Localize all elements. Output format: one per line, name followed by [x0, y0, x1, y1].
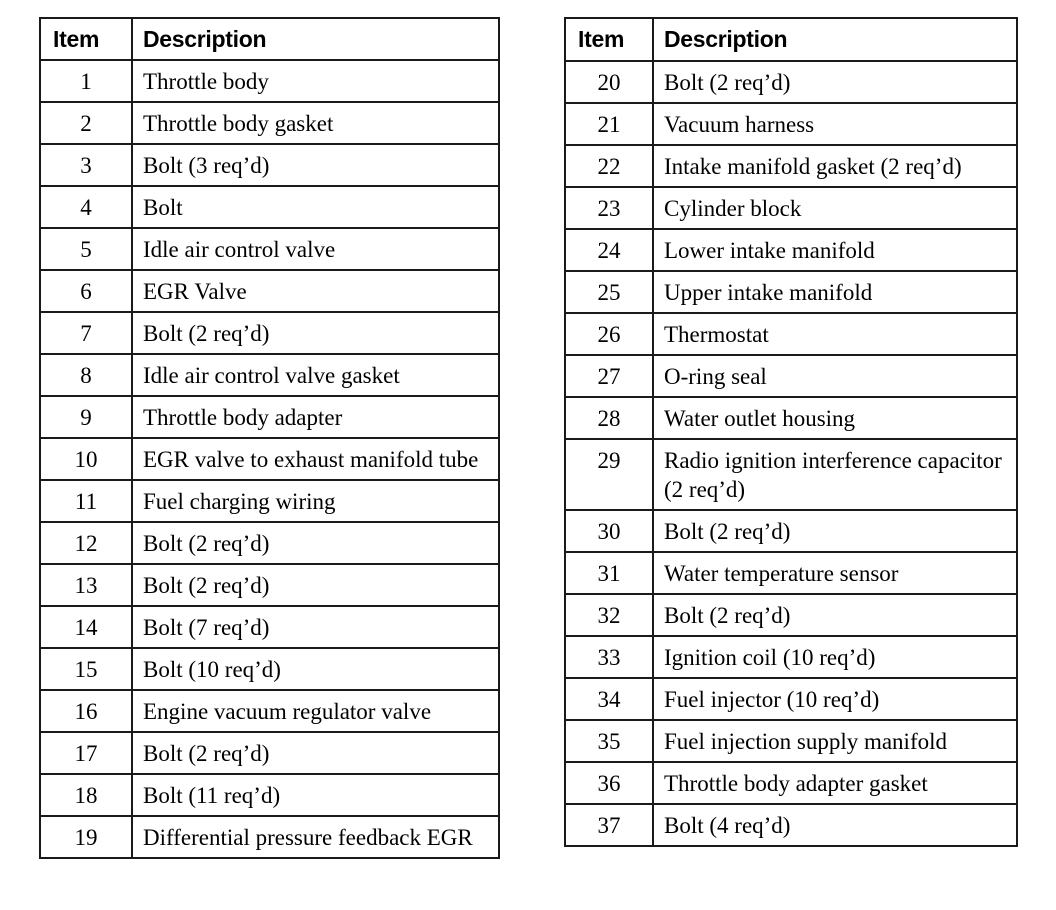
item-number: 37	[565, 804, 653, 846]
item-description: O-ring seal	[653, 355, 1017, 397]
item-number: 26	[565, 313, 653, 355]
item-number: 18	[40, 774, 132, 816]
table-row	[40, 102, 499, 144]
table-row	[565, 145, 1017, 187]
item-description: Bolt (2 req’d)	[132, 732, 499, 774]
item-number: 10	[40, 438, 132, 480]
item-number: 30	[565, 510, 653, 552]
table-row	[565, 720, 1017, 762]
item-description: Bolt (11 req’d)	[132, 774, 499, 816]
table-row	[40, 60, 499, 102]
table-row	[565, 187, 1017, 229]
item-description: Intake manifold gasket (2 req’d)	[653, 145, 1017, 187]
table-row	[565, 678, 1017, 720]
item-description: Bolt (2 req’d)	[653, 510, 1017, 552]
item-number: 12	[40, 522, 132, 564]
item-number: 21	[565, 103, 653, 145]
item-description: Cylinder block	[653, 187, 1017, 229]
item-number: 25	[565, 271, 653, 313]
item-number: 15	[40, 648, 132, 690]
table-row	[565, 103, 1017, 145]
item-number: 14	[40, 606, 132, 648]
item-description: Fuel injector (10 req’d)	[653, 678, 1017, 720]
item-number: 16	[40, 690, 132, 732]
item-description: Water temperature sensor	[653, 552, 1017, 594]
header-item: Item	[565, 18, 653, 61]
item-description: Bolt (2 req’d)	[132, 522, 499, 564]
item-number: 27	[565, 355, 653, 397]
item-number: 4	[40, 186, 132, 228]
table-row	[565, 762, 1017, 804]
item-description: Thermostat	[653, 313, 1017, 355]
item-description: Fuel injection supply manifold	[653, 720, 1017, 762]
item-description: Bolt (4 req’d)	[653, 804, 1017, 846]
table-row	[565, 61, 1017, 103]
item-description: Bolt (3 req’d)	[132, 144, 499, 186]
item-number: 20	[565, 61, 653, 103]
table-row	[40, 270, 499, 312]
item-number: 13	[40, 564, 132, 606]
item-number: 17	[40, 732, 132, 774]
item-number: 6	[40, 270, 132, 312]
item-description: Bolt (2 req’d)	[132, 312, 499, 354]
item-number: 5	[40, 228, 132, 270]
table-row	[40, 732, 499, 774]
item-description: Fuel charging wiring	[132, 480, 499, 522]
item-number: 3	[40, 144, 132, 186]
table-body	[40, 60, 499, 858]
table-row	[565, 552, 1017, 594]
item-description: Bolt (2 req’d)	[653, 61, 1017, 103]
table-row	[40, 606, 499, 648]
item-number: 2	[40, 102, 132, 144]
item-description: Water outlet housing	[653, 397, 1017, 439]
item-description: Lower intake manifold	[653, 229, 1017, 271]
table-row	[40, 354, 499, 396]
header-description: Description	[132, 18, 499, 60]
table-row	[40, 186, 499, 228]
item-description: Idle air control valve	[132, 228, 499, 270]
item-description: Throttle body adapter	[132, 396, 499, 438]
item-number: 33	[565, 636, 653, 678]
table-row	[565, 397, 1017, 439]
item-number: 8	[40, 354, 132, 396]
item-description: Engine vacuum regulator valve	[132, 690, 499, 732]
item-number: 31	[565, 552, 653, 594]
item-number: 19	[40, 816, 132, 858]
item-description: Ignition coil (10 req’d)	[653, 636, 1017, 678]
table-row	[565, 510, 1017, 552]
item-number: 1	[40, 60, 132, 102]
item-description: Bolt	[132, 186, 499, 228]
table-header-row	[565, 18, 1017, 61]
table-row	[40, 648, 499, 690]
item-description: Vacuum harness	[653, 103, 1017, 145]
table-row	[565, 271, 1017, 313]
item-description: Bolt (2 req’d)	[653, 594, 1017, 636]
table-row	[40, 144, 499, 186]
item-description: EGR valve to exhaust manifold tube	[132, 438, 499, 480]
table-row	[565, 355, 1017, 397]
parts-table-left	[39, 17, 500, 859]
table-row	[565, 439, 1017, 510]
header-description: Description	[653, 18, 1017, 61]
table-row	[565, 229, 1017, 271]
parts-table-right	[564, 17, 1018, 847]
table-row	[40, 312, 499, 354]
item-number: 11	[40, 480, 132, 522]
item-description: Upper intake manifold	[653, 271, 1017, 313]
table-row	[40, 480, 499, 522]
item-description: Idle air control valve gasket	[132, 354, 499, 396]
item-number: 32	[565, 594, 653, 636]
item-description: Bolt (2 req’d)	[132, 564, 499, 606]
table-row	[40, 690, 499, 732]
item-description: Bolt (10 req’d)	[132, 648, 499, 690]
item-number: 34	[565, 678, 653, 720]
item-number: 36	[565, 762, 653, 804]
item-number: 29	[565, 439, 653, 510]
table-row	[40, 396, 499, 438]
item-description: Radio ignition interference capacitor (2 req’d)	[653, 439, 1017, 510]
table-row	[40, 438, 499, 480]
table-row	[565, 636, 1017, 678]
item-description: Throttle body	[132, 60, 499, 102]
table-row	[565, 313, 1017, 355]
item-number: 9	[40, 396, 132, 438]
item-number: 24	[565, 229, 653, 271]
item-description: EGR Valve	[132, 270, 499, 312]
table-body	[565, 61, 1017, 846]
item-description: Differential pressure feedback EGR	[132, 816, 499, 858]
item-number: 7	[40, 312, 132, 354]
item-description: Throttle body gasket	[132, 102, 499, 144]
table-row	[565, 594, 1017, 636]
item-number: 28	[565, 397, 653, 439]
table-row	[565, 804, 1017, 846]
table-header-row	[40, 18, 499, 60]
item-description: Bolt (7 req’d)	[132, 606, 499, 648]
item-number: 22	[565, 145, 653, 187]
table-row	[40, 564, 499, 606]
item-description: Throttle body adapter gasket	[653, 762, 1017, 804]
header-item: Item	[40, 18, 132, 60]
table-row	[40, 522, 499, 564]
table-row	[40, 228, 499, 270]
item-number: 23	[565, 187, 653, 229]
table-row	[40, 774, 499, 816]
item-number: 35	[565, 720, 653, 762]
table-row	[40, 816, 499, 858]
